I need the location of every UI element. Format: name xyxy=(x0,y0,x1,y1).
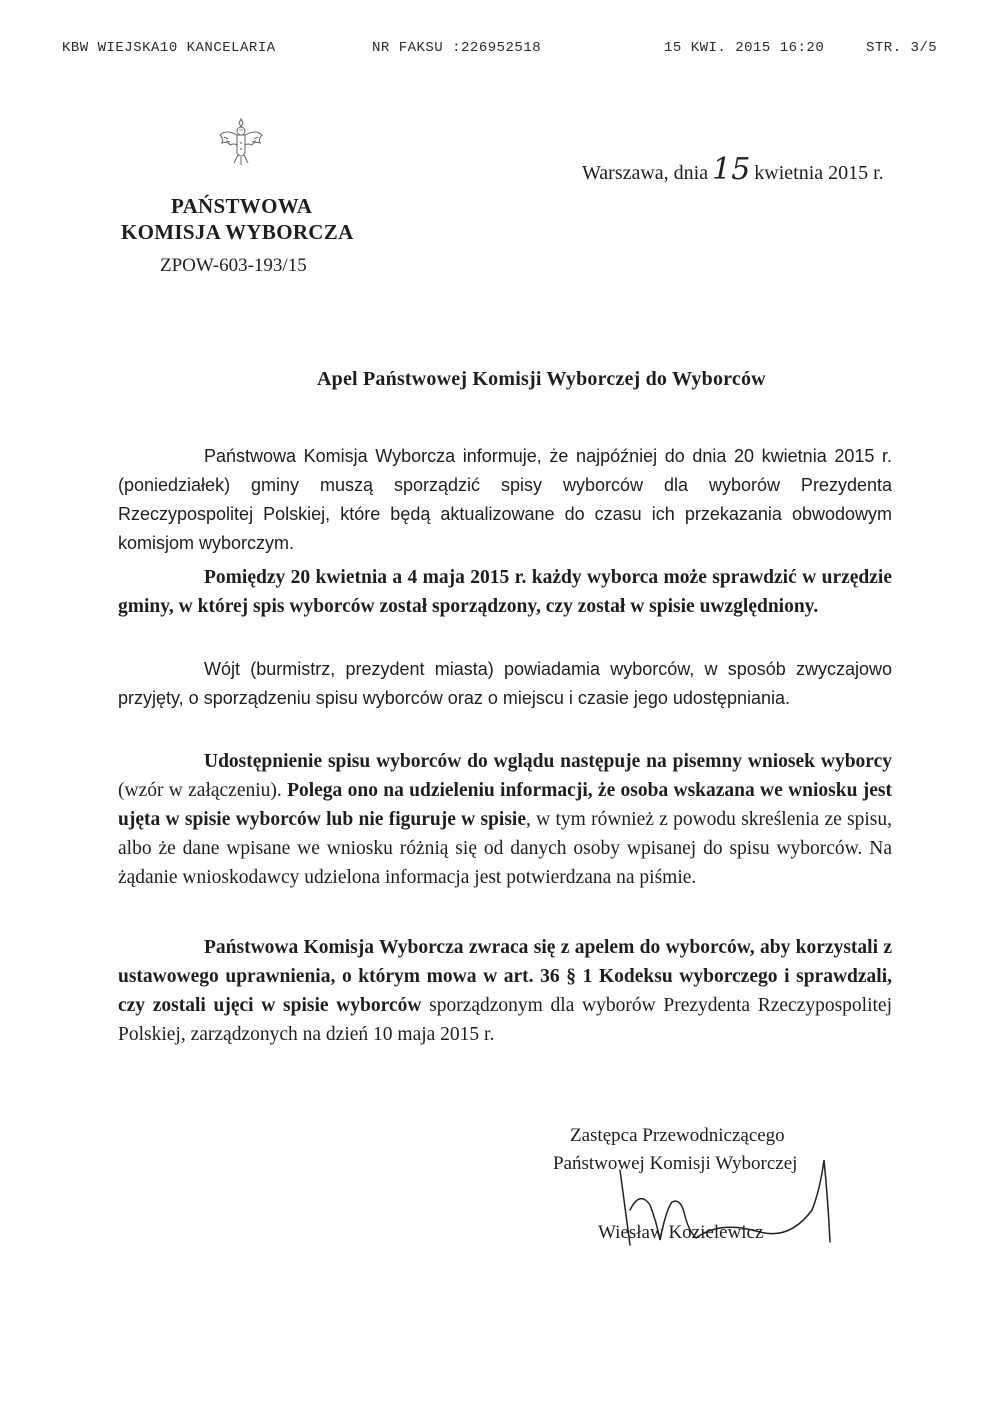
place-and-date xyxy=(582,152,884,187)
fax-datetime: 15 KWI. 2015 16:20 xyxy=(664,40,825,56)
handwritten-signature xyxy=(600,1150,840,1250)
date-prefix: Warszawa, dnia xyxy=(582,162,709,184)
fax-number: NR FAKSU :226952518 xyxy=(372,40,542,56)
institution-name-line1: PAŃSTWOWA xyxy=(171,194,313,218)
document-title: Apel Państwowej Komisji Wyborczej do Wyborców xyxy=(317,368,766,390)
paragraph-4 xyxy=(118,747,892,892)
paragraph-4-bold-2: Polega ono na udzieleniu informacji, że osoba wskazana we wniosku jest ujęta w spisie wyborców lub nie figuruje w spisie xyxy=(118,780,892,830)
eagle-emblem-icon xyxy=(216,113,266,169)
date-suffix: kwietnia 2015 r. xyxy=(754,162,884,184)
paragraph-5-text: sporządzonym dla wyborów Prezydenta Rzeczypospolitej Polskiej, zarządzonych na dzień 10 maja 2015 r. xyxy=(118,995,892,1045)
paragraph-2: Pomiędzy 20 kwietnia a 4 maja 2015 r. każdy wyborca może sprawdzić w urzędzie gminy, w której spis wyborców został sporządzony, czy został w spisie uwzględniony. xyxy=(118,567,892,617)
reference-number: ZPOW-603-193/15 xyxy=(160,255,307,276)
fax-page-number: STR. 3/5 xyxy=(866,40,938,56)
paragraph-1: Państwowa Komisja Wyborcza informuje, że najpóźniej do dnia 20 kwietnia 2015 r. (poniedziałek) gminy muszą sporządzić spisy wyborców dla wyborów Prezydenta Rzeczypospolitej Polskiej, które będą aktualizowane do czasu ich przekazania obwodowym komisjom wyborczym. xyxy=(118,446,892,553)
signatory-name: Wiesław Kozielewicz xyxy=(598,1222,764,1243)
paragraph-5 xyxy=(118,933,892,1049)
paragraph-5-bold: Państwowa Komisja Wyborcza zwraca się z apelem do wyborców, aby korzystali z ustawowego uprawnienia, o którym mowa w art. 36 § 1 Kodeksu wyborczego i sprawdzali, czy zostali ujęci w spisie wyborców xyxy=(118,937,892,1016)
paragraph-4-bold-1: Udostępnienie spisu wyborców do wglądu następuje na pisemny wniosek wyborcy xyxy=(204,751,892,772)
date-day-handwritten: 15 xyxy=(712,152,751,187)
paragraph-4-text-1: (wzór w załączeniu). xyxy=(118,780,288,801)
paragraph-3: Wójt (burmistrz, prezydent miasta) powiadamia wyborców, w sposób zwyczajowo przyjęty, o sporządzeniu spisu wyborców oraz o miejscu i czasie jego udostępniania. xyxy=(118,659,892,708)
signatory-title-line2: Państwowej Komisji Wyborczej xyxy=(553,1153,798,1174)
institution-name-line2: KOMISJA WYBORCZA xyxy=(121,220,354,244)
paragraph-4-text-2: , w tym również z powodu skreślenia ze spisu, albo że dane wpisane we wniosku różnią się od danych osoby wpisanej do spisu wyborców. Na żądanie wnioskodawcy udzielona informacja jest potwierdzana na piśmie. xyxy=(118,809,892,888)
signatory-title-line1: Zastępca Przewodniczącego xyxy=(570,1125,785,1146)
fax-sender: KBW WIEJSKA10 KANCELARIA xyxy=(62,40,276,56)
